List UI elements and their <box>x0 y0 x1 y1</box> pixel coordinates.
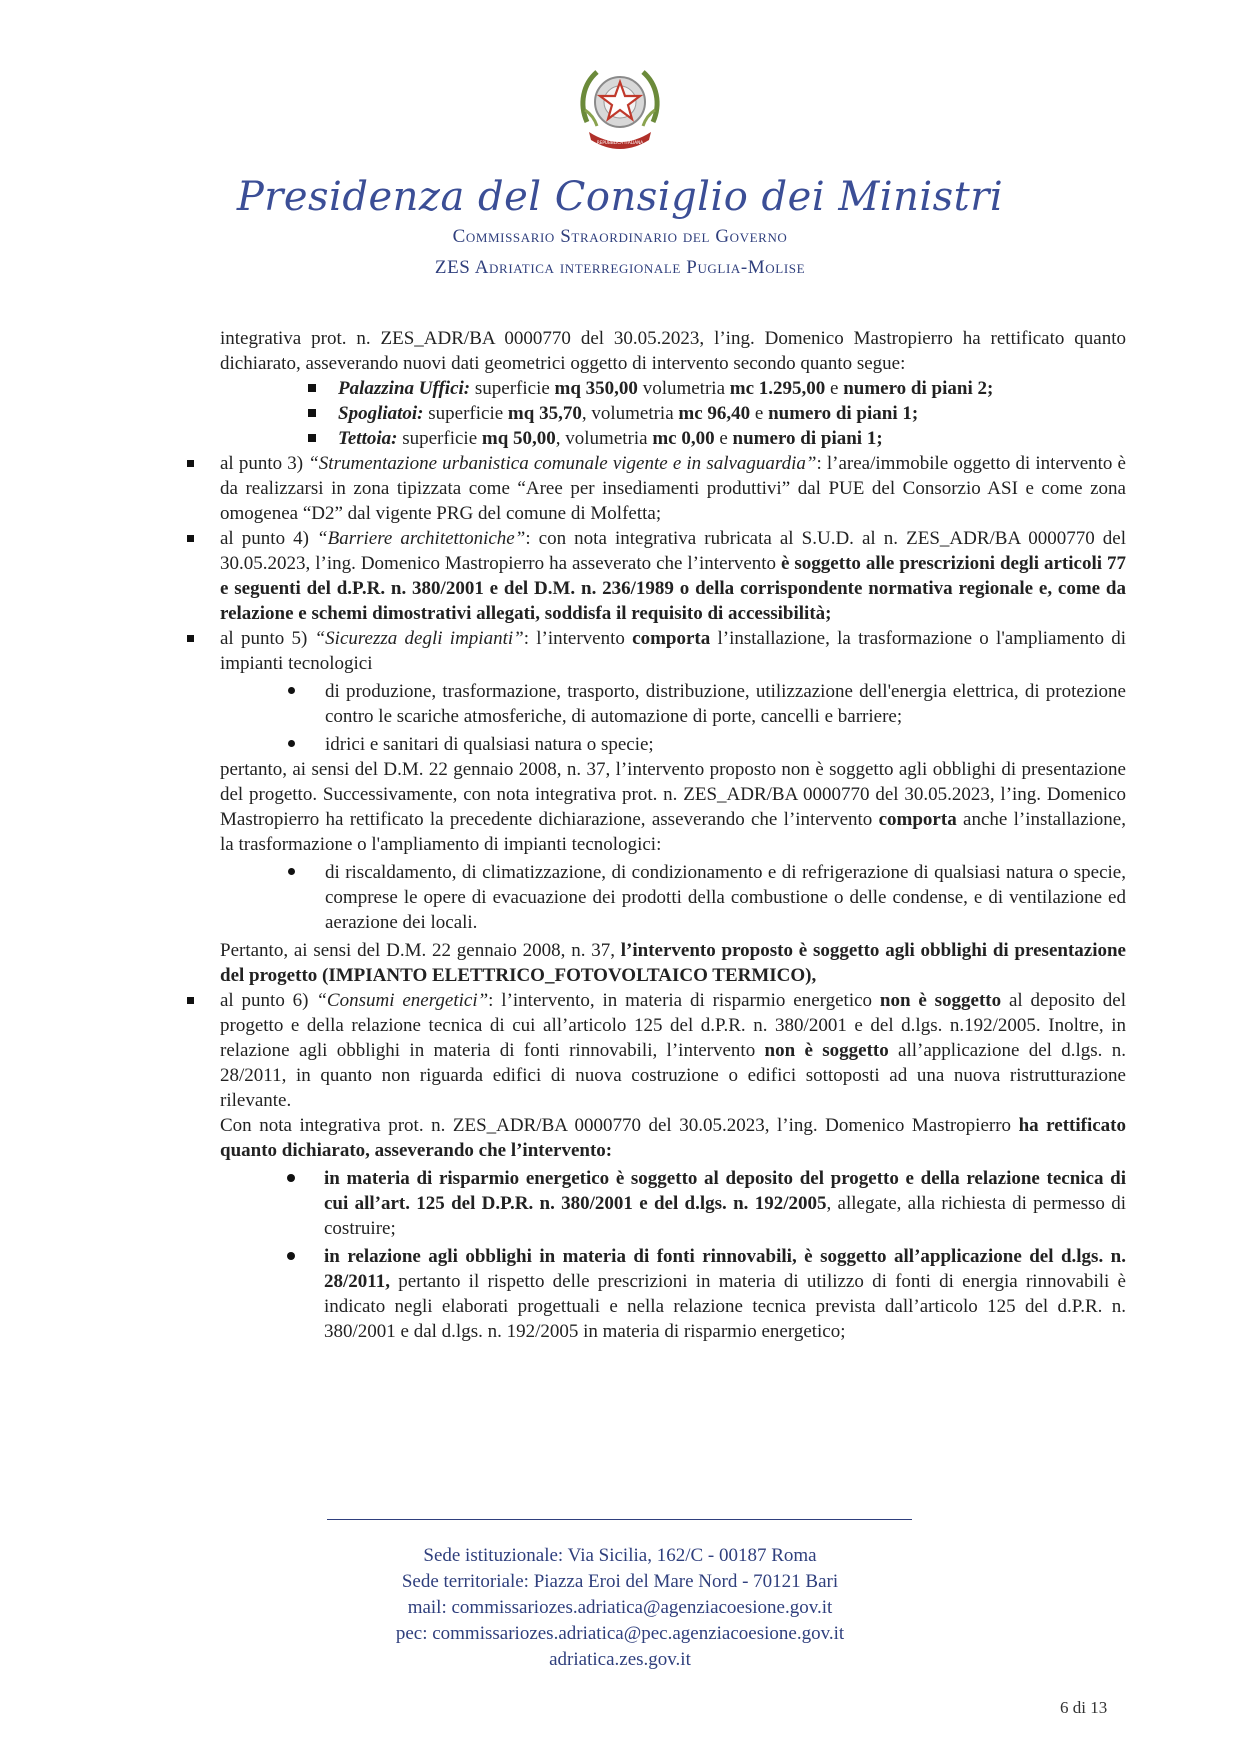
consumi-item: in relazione agli obblighi in materia di fonti rinnovabili, è soggetto all’applicazione del d.lgs. n. 28/2011, pertanto il rispetto delle prescrizioni in materia di utilizzo di fonti di energia rinnovabili è indicato negli elaborati progettuali e nella relazione tecnica prevista dall’articolo 125 del d.P.R. n. 380/2001 e dal d.lgs. n. 192/2005 in materia di risparmio energetico; <box>324 1246 1126 1342</box>
consumi-item: in materia di risparmio energetico è soggetto al deposito del progetto e della relazione tecnica di cui all’art. 125 del D.P.R. n. 380/2001 e del d.lgs. n. 192/2005, allegate, alla richiesta di permesso di costruire; <box>324 1168 1126 1239</box>
footer-sede-territoriale: Sede territoriale: Piazza Eroi del Mare Nord - 70121 Bari <box>401 1571 839 1592</box>
page-number: 6 di 13 <box>1060 1698 1108 1717</box>
emblem-ribbon-text: REPUBBLICA ITALIANA <box>596 140 644 145</box>
buildings-list <box>220 376 1126 451</box>
presidenza-title: Presidenza del Consiglio dei Ministri <box>236 174 1004 220</box>
zes-line: ZES Adriatica interregionale Puglia-Molise <box>434 257 806 278</box>
document-body <box>220 326 1126 1344</box>
impianti-list <box>220 679 1126 757</box>
consumi-list <box>220 1166 1126 1344</box>
impianti-item: di produzione, trasformazione, trasporto, distribuzione, utilizzazione dell'energia elettrica, di protezione contro le scariche atmosferiche, di automazione di porte, cancelli e barriere; <box>325 681 1126 727</box>
punto-3: al punto 3) “Strumentazione urbanistica comunale vigente e in salvaguardia”: l’area/immobile oggetto di intervento è da realizzarsi in zona tipizzata come “Aree per insediamenti produttivi” dal PUE del Consorzio ASI e come zona omogenea “D2” dal vigente PRG del comune di Molfetta; <box>220 453 1126 524</box>
building-item: Tettoia: superficie mq 50,00, volumetria mc 0,00 e numero di piani 1; <box>338 426 1126 451</box>
footer <box>0 1543 1240 1673</box>
footer-divider <box>327 1519 912 1520</box>
impianti-item: idrici e sanitari di qualsiasi natura o specie; <box>325 732 1126 757</box>
punti-list <box>220 451 1126 1344</box>
punto-6: al punto 6) “Consumi energetici”: l’intervento, in materia di risparmio energetico non è soggetto al deposito del progetto e della relazione tecnica di cui all’articolo 125 del d.P.R. n. 380/2001 e del d.lgs. n.192/2005. Inoltre, in relazione agli obblighi in materia di fonti rinnovabili, l’intervento non è soggetto all’applicazione del d.lgs. n. 28/2011, in quanto non riguarda edifici di nuova costruzione o edifici sottoposti ad una nuova ristrutturazione rilevante. Con nota integrativa prot. n. ZES_ADR/BA 0000770 del 30.05.2023, l’ing. Domenico Mastropierro ha rettificato quanto dichiarato, asseverando che l’intervento: in materia di risparmio energetico è soggetto al deposito del progetto e della relazione tecnica di cui all’art. 125 del D.P.R. n. 380/2001 e del d.lgs. n. 192/2005, allegate, alla richiesta di permesso di costruire; in relazione agli obblighi in materia di fonti rinnovabili, è soggetto all’applicazione del d.lgs. n. 28/2011, pertanto il rispetto delle prescrizioni in materia di utilizzo di fonti di energia rinnovabili è indicato negli elaborati progettuali e nella relazione tecnica prevista dall’articolo 125 del d.P.R. n. 380/2001 e dal d.lgs. n. 192/2005 in materia di risparmio energetico; <box>220 990 1126 1342</box>
impianti-list-2 <box>220 860 1126 935</box>
footer-sede-istituzionale: Sede istituzionale: Via Sicilia, 162/C - 00187 Roma <box>423 1545 817 1566</box>
footer-pec: pec: commissariozes.adriatica@pec.agenziacoesione.gov.it <box>395 1623 845 1644</box>
punto-4: al punto 4) “Barriere architettoniche”: con nota integrativa rubricata al S.U.D. al n. ZES_ADR/BA 0000770 del 30.05.2023, l’ing. Domenico Mastropierro ha asseverato che l’intervento è soggetto alle prescrizioni degli articoli 77 e seguenti del d.P.R. n. 380/2001 e del D.M. n. 236/1989 o della corrispondente normativa regionale e, come da relazione e schemi dimostrativi allegati, soddisfa il requisito di accessibilità; <box>220 528 1126 624</box>
commissario-line: Commissario Straordinario del Governo <box>452 226 788 247</box>
punto-6-rettifica: Con nota integrativa prot. n. ZES_ADR/BA 0000770 del 30.05.2023, l’ing. Domenico Mastropierro ha rettificato quanto dichiarato, asseverando che l’intervento: <box>220 1115 1126 1161</box>
building-item: Spogliatoi: superficie mq 35,70, volumetria mc 96,40 e numero di piani 1; <box>338 401 1126 426</box>
building-item: Palazzina Uffici: superficie mq 350,00 volumetria mc 1.295,00 e numero di piani 2; <box>338 376 1126 401</box>
footer-mail: mail: commissariozes.adriatica@agenziacoesione.gov.it <box>407 1597 833 1618</box>
intro-paragraph: integrativa prot. n. ZES_ADR/BA 0000770 del 30.05.2023, l’ing. Domenico Mastropierro ha rettificato quanto dichiarato, asseverando nuovi dati geometrici oggetto di intervento secondo quanto segue: <box>220 328 1126 374</box>
impianti-item: di riscaldamento, di climatizzazione, di condizionamento e di refrigerazione di qualsiasi natura o specie, comprese le opere di evacuazione dei prodotti della combustione o delle condense, e di ventilazione ed aerazione dei locali. <box>325 862 1126 933</box>
punto-5-followup: pertanto, ai sensi del D.M. 22 gennaio 2008, n. 37, l’intervento proposto non è soggetto agli obblighi di presentazione del progetto. Successivamente, con nota integrativa prot. n. ZES_ADR/BA 0000770 del 30.05.2023, l’ing. Domenico Mastropierro ha rettificato la precedente dichiarazione, asseverando che l’intervento comporta anche l’installazione, la trasformazione o l'ampliamento di impianti tecnologici: <box>220 759 1126 855</box>
punto-5-conclusion: Pertanto, ai sensi del D.M. 22 gennaio 2008, n. 37, l’intervento proposto è soggetto agli obblighi di presentazione del progetto (IMPIANTO ELETTRICO_FOTOVOLTAICO TERMICO), <box>220 940 1126 986</box>
punto-5: al punto 5) “Sicurezza degli impianti”: l’intervento comporta l’installazione, la trasformazione o l'ampliamento di impianti tecnologici di produzione, trasformazione, trasporto, distribuzione, utilizzazione dell'energia elettrica, di protezione contro le scariche atmosferiche, di automazione di porte, cancelli e barriere; idrici e sanitari di qualsiasi natura o specie; pertanto, ai sensi del D.M. 22 gennaio 2008, n. 37, l’intervento proposto non è soggetto agli obblighi di presentazione del progetto. Successivamente, con nota integrativa prot. n. ZES_ADR/BA 0000770 del 30.05.2023, l’ing. Domenico Mastropierro ha rettificato la precedente dichiarazione, asseverando che l’intervento comporta anche l’installazione, la trasformazione o l'ampliamento di impianti tecnologici: di riscaldamento, di climatizzazione, di condizionamento e di refrigerazione di qualsiasi natura o specie, comprese le opere di evacuazione dei prodotti della combustione o delle condense, e di ventilazione ed aerazione dei locali. Pertanto, ai sensi del D.M. 22 gennaio 2008, n. 37, l’intervento proposto è soggetto agli obblighi di presentazione del progetto (IMPIANTO ELETTRICO_FOTOVOLTAICO TERMICO), <box>220 628 1126 986</box>
italian-republic-emblem <box>577 60 663 156</box>
footer-website: adriatica.zes.gov.it <box>549 1649 691 1670</box>
